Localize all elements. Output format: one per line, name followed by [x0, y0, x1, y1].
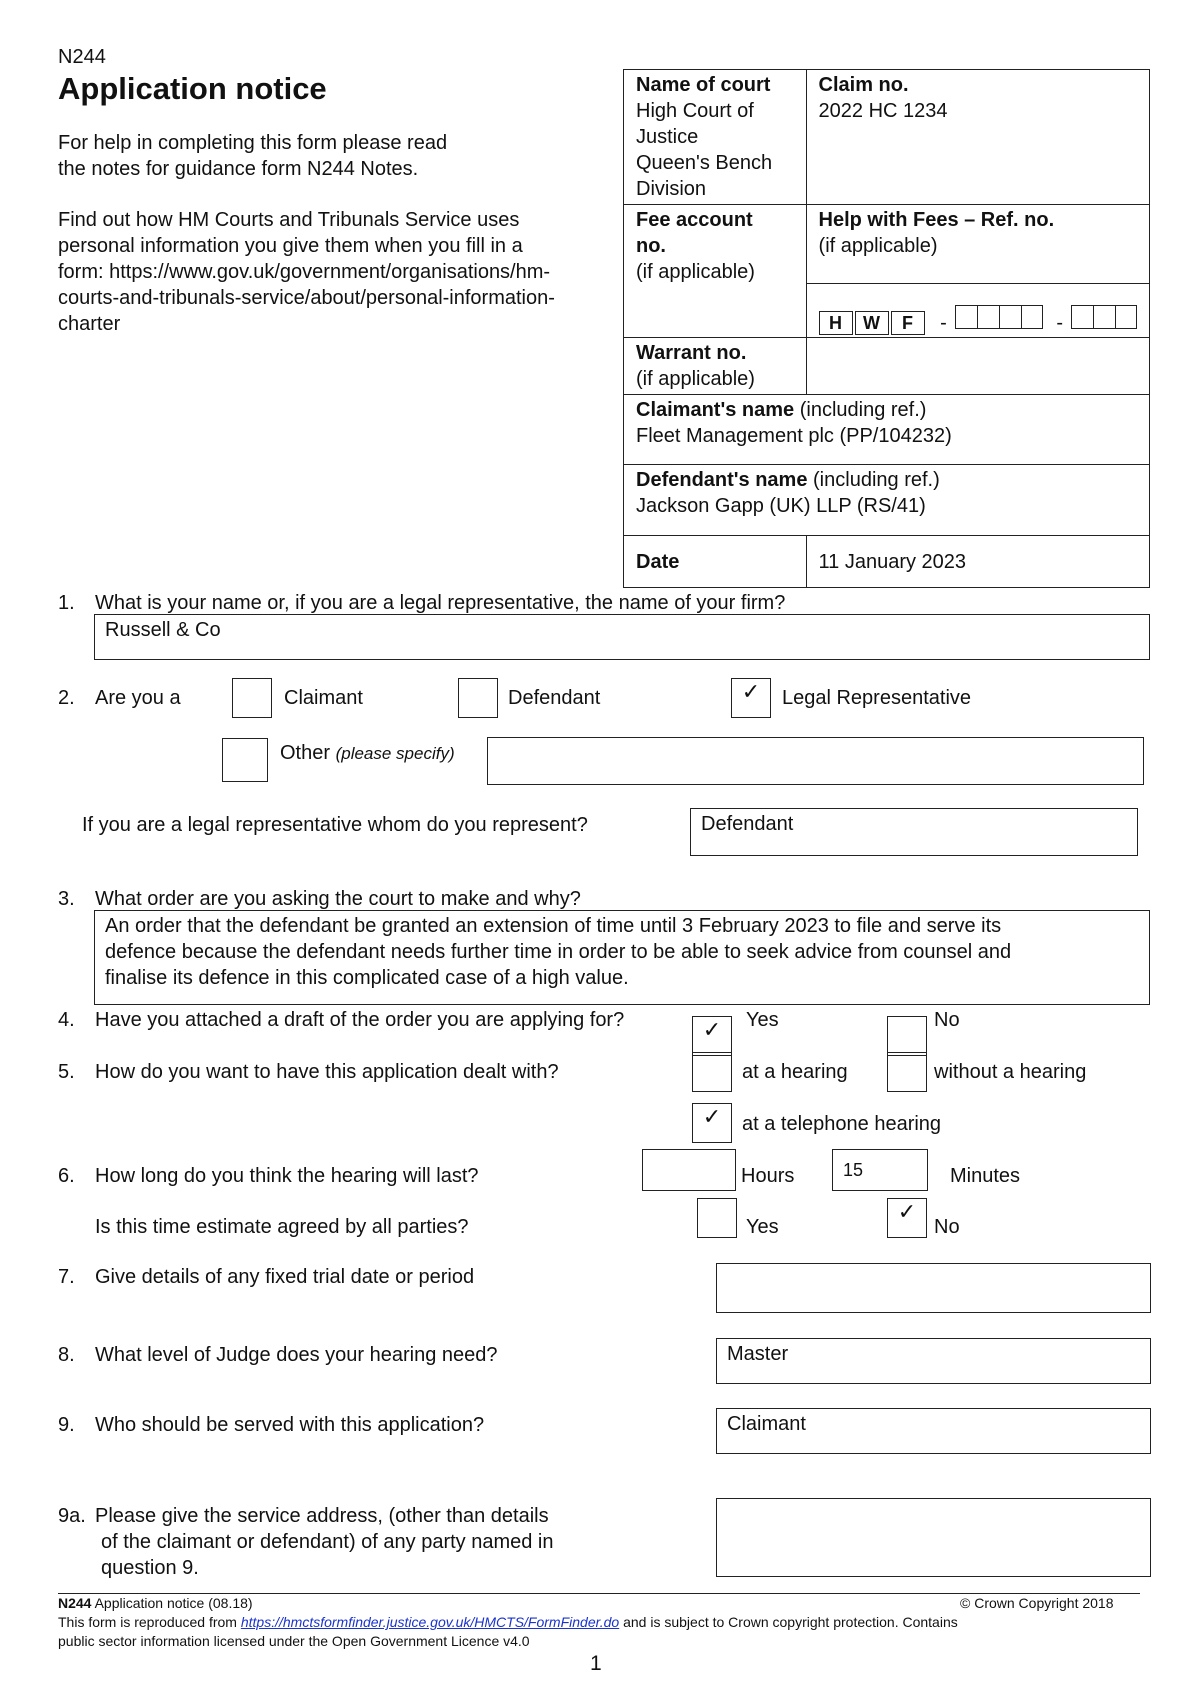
court-details-table	[623, 69, 1150, 588]
q9-answer-field[interactable]: Claimant	[716, 1408, 1151, 1454]
hwf-letter-box: H	[819, 311, 853, 335]
page-title: Application notice	[58, 71, 327, 106]
q9-number: 9.	[58, 1414, 75, 1436]
telephone-hearing-label: at a telephone hearing	[742, 1113, 942, 1135]
claimant-option-label: Claimant	[284, 687, 363, 709]
q3-answer-field[interactable]	[94, 910, 1150, 1005]
warrant-cell	[624, 338, 807, 395]
hwf-letter-box: W	[855, 311, 889, 335]
minutes-field[interactable]: 15	[832, 1149, 928, 1191]
q1-number: 1.	[58, 592, 75, 614]
footer-form-id	[58, 1594, 253, 1613]
hwf-cell	[806, 205, 1149, 284]
defendant-suffix: (including ref.)	[807, 469, 940, 491]
fee-cell	[624, 205, 807, 338]
q8-question: What level of Judge does your hearing need?	[95, 1344, 498, 1366]
q7-question: Give details of any fixed trial date or period	[95, 1266, 475, 1288]
q6-number: 6.	[58, 1165, 75, 1187]
q4-question: Have you attached a draft of the order you are applying for?	[95, 1009, 625, 1031]
date-cell	[624, 536, 807, 588]
claim-label: Claim no.	[818, 74, 909, 96]
hours-field[interactable]	[642, 1149, 736, 1191]
at-hearing-checkbox[interactable]	[692, 1052, 732, 1092]
defendant-option-label: Defendant	[508, 687, 601, 709]
q3-answer-line: finalise its defence in this complicated case of a high value.	[105, 967, 629, 989]
q9a-question-line: Please give the service address, (other than details	[95, 1505, 549, 1527]
q5-question: How do you want to have this application dealt with?	[95, 1061, 559, 1083]
fee-label: Fee account no.	[636, 209, 753, 257]
q8-answer-field[interactable]: Master	[716, 1338, 1151, 1384]
q8-number: 8.	[58, 1344, 75, 1366]
form-code: N244	[58, 46, 106, 68]
claim-value: 2022 HC 1234	[818, 100, 948, 122]
footer-licence: public sector information licensed under the Open Government Licence v4.0	[58, 1633, 530, 1649]
defendant-checkbox[interactable]	[458, 678, 498, 718]
hwf-digit-box[interactable]	[955, 305, 977, 329]
q2-number: 2.	[58, 687, 75, 709]
hours-label: Hours	[741, 1165, 795, 1187]
without-hearing-checkbox[interactable]	[887, 1052, 927, 1092]
page-number: 1	[590, 1652, 602, 1675]
represent-answer-field[interactable]: Defendant	[690, 808, 1138, 856]
q7-number: 7.	[58, 1266, 75, 1288]
warrant-note: (if applicable)	[636, 368, 755, 390]
q7-answer-field[interactable]	[716, 1263, 1151, 1313]
hwf-digit-box[interactable]	[977, 305, 999, 329]
date-value: 11 January 2023	[806, 536, 1149, 588]
date-label: Date	[636, 550, 680, 573]
court-value: Queen's Bench	[636, 152, 773, 174]
draft-no-label: No	[934, 1009, 960, 1031]
hwf-letter-box: F	[891, 311, 925, 335]
other-specify-field[interactable]	[487, 737, 1144, 785]
claim-cell	[806, 70, 1149, 205]
q3-answer-line: defence because the defendant needs further time in order to be able to seek advice from counsel and	[105, 941, 1012, 963]
agreed-no-label: No	[934, 1216, 960, 1238]
hwf-dash: -	[1056, 312, 1063, 334]
q9a-answer-field[interactable]	[716, 1498, 1151, 1577]
hwf-label: Help with Fees – Ref. no.	[818, 209, 1055, 231]
footer-reproduction	[58, 1613, 958, 1632]
at-hearing-label: at a hearing	[742, 1061, 848, 1083]
hwf-digit-box[interactable]	[1093, 305, 1115, 329]
legal-representative-checkbox[interactable]: ✓	[731, 678, 771, 718]
hwf-digit-box[interactable]	[1021, 305, 1043, 329]
q1-answer-field[interactable]: Russell & Co	[94, 614, 1150, 660]
hwf-digit-box[interactable]	[999, 305, 1021, 329]
defendant-cell	[624, 465, 1150, 536]
minutes-label: Minutes	[950, 1165, 1021, 1187]
footer-code-desc: Application notice (08.18)	[91, 1595, 253, 1611]
draft-no-checkbox[interactable]	[887, 1016, 927, 1056]
agreed-yes-checkbox[interactable]	[697, 1198, 737, 1238]
q1-question: What is your name or, if you are a legal representative, the name of your firm?	[95, 592, 786, 614]
form-finder-link[interactable]: https://hmctsformfinder.justice.gov.uk/HMCTS/FormFinder.do	[240, 1614, 620, 1630]
footer-repro-post: and is subject to Crown copyright protection. Contains	[619, 1614, 958, 1630]
claimant-checkbox[interactable]	[232, 678, 272, 718]
represent-question: If you are a legal representative whom do you represent?	[82, 814, 588, 836]
q9a-question-line: of the claimant or defendant) of any party named in	[101, 1531, 554, 1553]
legal-representative-option-label: Legal Representative	[782, 687, 972, 709]
warrant-value[interactable]	[806, 338, 1149, 395]
q5-number: 5.	[58, 1061, 75, 1083]
court-label: Name of court	[636, 74, 771, 96]
q2-question: Are you a	[95, 687, 181, 709]
claimant-suffix: (including ref.)	[794, 399, 927, 421]
hwf-ref-cell[interactable]	[806, 284, 1149, 338]
q3-question: What order are you asking the court to make and why?	[95, 888, 581, 910]
q3-answer-line: An order that the defendant be granted an extension of time until 3 February 2023 to file and serve its	[105, 915, 1002, 937]
q9a-question-line: question 9.	[101, 1557, 199, 1579]
privacy-line: personal information you give them when you fill in a	[58, 235, 523, 257]
other-note: (please specify)	[335, 744, 455, 763]
q9-question: Who should be served with this application?	[95, 1414, 485, 1436]
privacy-line: charter	[58, 313, 121, 335]
court-value: High Court of Justice	[636, 100, 754, 148]
footer-copyright: © Crown Copyright 2018	[960, 1595, 1114, 1611]
agreed-no-checkbox[interactable]: ✓	[887, 1198, 927, 1238]
privacy-line: Find out how HM Courts and Tribunals Service uses	[58, 209, 520, 231]
hwf-digit-box[interactable]	[1071, 305, 1093, 329]
without-hearing-label: without a hearing	[934, 1061, 1087, 1083]
q9a-number: 9a.	[58, 1505, 86, 1527]
court-cell	[624, 70, 807, 205]
claimant-value: Fleet Management plc (PP/104232)	[636, 425, 952, 447]
hwf-note: (if applicable)	[818, 235, 938, 257]
q6-question: How long do you think the hearing will last?	[95, 1165, 479, 1187]
footer-repro-pre: This form is reproduced from	[58, 1614, 241, 1630]
other-label: Other	[280, 742, 336, 764]
other-option-label	[280, 740, 455, 767]
claimant-cell	[624, 395, 1150, 465]
fee-note: (if applicable)	[636, 261, 755, 283]
draft-yes-checkbox[interactable]: ✓	[692, 1016, 732, 1056]
privacy-line: courts-and-tribunals-service/about/personal-information-	[58, 287, 555, 309]
help-text-1: For help in completing this form please read	[58, 132, 448, 154]
court-value: Division	[636, 178, 707, 200]
hwf-digit-box[interactable]	[1115, 305, 1137, 329]
help-text-2: the notes for guidance form N244 Notes.	[58, 158, 419, 180]
claimant-label: Claimant's name	[636, 399, 795, 421]
defendant-value: Jackson Gapp (UK) LLP (RS/41)	[636, 495, 926, 517]
privacy-line: form: https://www.gov.uk/government/organisations/hm-	[58, 261, 551, 283]
hwf-dash: -	[940, 312, 947, 334]
q4-number: 4.	[58, 1009, 75, 1031]
time-agreed-question: Is this time estimate agreed by all parties?	[95, 1216, 469, 1238]
q3-number: 3.	[58, 888, 75, 910]
agreed-yes-label: Yes	[746, 1216, 779, 1238]
warrant-label: Warrant no.	[636, 342, 747, 364]
other-checkbox[interactable]	[222, 738, 268, 782]
footer-code: N244	[58, 1595, 92, 1611]
draft-yes-label: Yes	[746, 1009, 779, 1031]
telephone-hearing-checkbox[interactable]: ✓	[692, 1103, 732, 1143]
defendant-label: Defendant's name	[636, 469, 808, 491]
